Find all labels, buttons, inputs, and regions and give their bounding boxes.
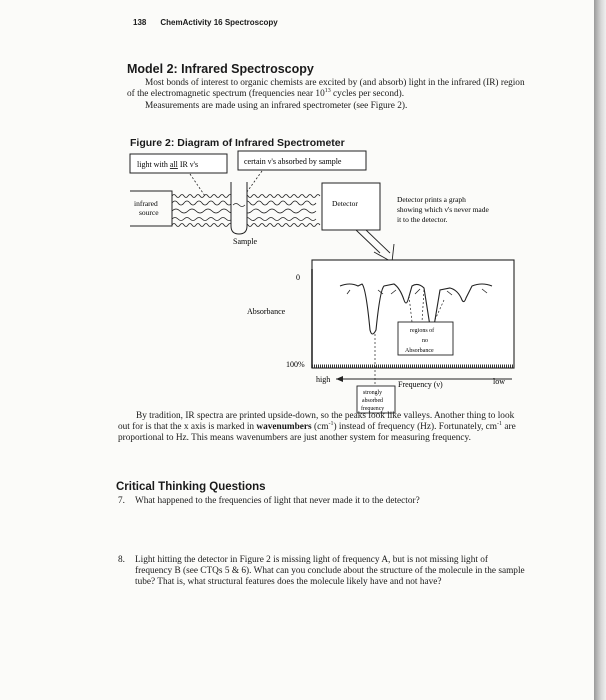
label-certain-absorbed: certain ν's absorbed by sample [244,157,342,166]
question-7-number: 7. [118,496,125,506]
detector-label: Detector [332,199,358,208]
strongly-line3: frequency [361,406,385,412]
regions-line2: no [422,338,428,344]
sample-label: Sample [233,237,257,246]
page-edge-shadow [594,0,606,700]
x-axis-arrowhead [336,376,343,382]
question-7-text: What happened to the frequencies of light that never made it to the detector? [135,496,420,506]
label-all-light: light with all IR ν's [137,160,199,169]
chapter-title: ChemActivity 16 Spectroscopy [160,18,278,27]
y-axis-label: Absorbance [247,307,286,316]
x-axis-label: Frequency (ν) [398,380,443,389]
pointer-all-light [190,174,205,196]
intro-paragraph-2: Measurements are made using an infrared spectrometer (see Figure 2). [145,101,408,111]
detector-to-graph-arrow [356,230,394,262]
detector-note-line3: it to the detector. [397,215,448,224]
regions-line1: regions of [410,328,435,334]
x-label-high: high [316,375,331,384]
wavenumbers-term: wavenumbers [256,422,312,432]
y-tick-top: 0 [296,273,300,282]
ctq-title: Critical Thinking Questions [116,481,266,493]
question-7 [118,496,518,507]
strongly-line1: strongly [363,390,383,396]
question-8 [118,555,526,588]
regions-line3: Absorbance [405,348,434,354]
tradition-paragraph: By tradition, IR spectra are printed upside-down, so the peaks look like valleys. Another thing to look out for is that the x axis is marked in wavenumbers $(cm^{-1})$ instead of frequency (Hz). Fortunately, $cm^{-1}$ are proportional to Hz. This means wavenumbers are just another system for measuring frequency. [118,411,516,443]
figure-title: Figure 2: Diagram of Infrared Spectrometer [130,137,345,149]
x-label-low: low [493,377,505,386]
page-number: 138 [133,18,147,27]
sample-tube [231,182,247,234]
question-8-number: 8. [118,555,125,565]
source-label-line2: source [139,208,159,217]
source-label-line1: infrared [134,199,158,208]
intro-paragraph-1: Most bonds of interest to organic chemists are excited by (and absorb) light in the infrared (IR) region of the electromagnetic spectrum (frequencies near $10^{13}$ cycles per second). [127,78,525,99]
y-tick-bottom: 100% [286,360,305,369]
question-8-text: Light hitting the detector in Figure 2 is missing light of frequency A, but is not missing light of frequency B (see CTQs 5 & 6). What can you conclude about the structure of the molecule in the sample tube? That is, what structural features does the molecule likely have and not have? [135,555,525,587]
detector-note-line1: Detector prints a graph [397,195,466,204]
strongly-line2: absorbed [362,398,383,404]
detector-note-line2: showing which ν's never made [397,205,489,214]
model-title: Model 2: Infrared Spectroscopy [127,62,314,76]
